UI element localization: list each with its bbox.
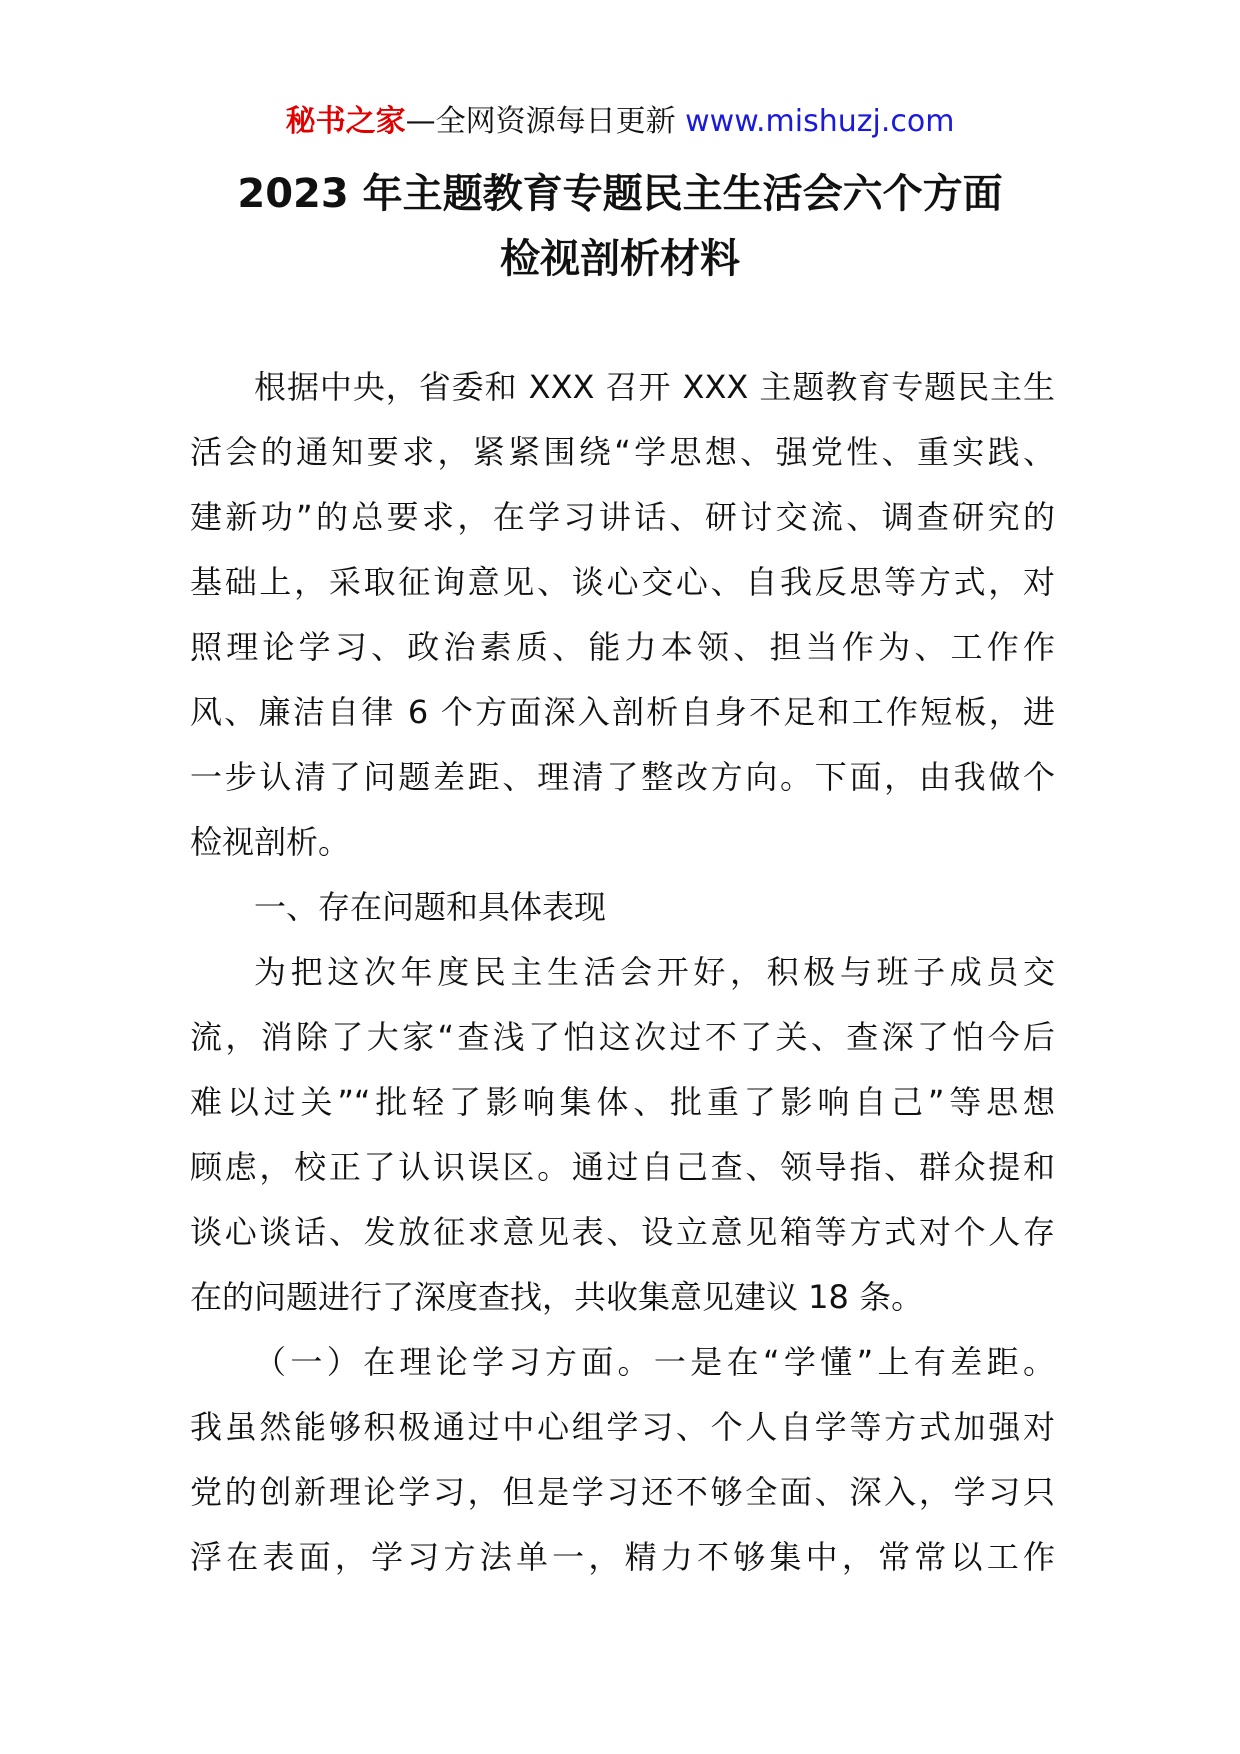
body-line: 在的问题进行了深度查找，共收集意见建议 18 条。 xyxy=(190,1278,924,1316)
section-heading: 一、存在问题和具体表现 xyxy=(254,888,607,926)
document-title xyxy=(120,162,1120,292)
header-tagline: —全网资源每日更新 xyxy=(405,104,686,139)
brand-name: 秘书之家 xyxy=(285,104,406,139)
body-line: 一步认清了问题差距、理清了整改方向。下面，由我做个 xyxy=(190,758,1055,796)
body-line: 顾虑，校正了认识误区。通过自己查、领导指、群众提和 xyxy=(190,1148,1055,1186)
body-line: 浮在表面，学习方法单一，精力不够集中，常常以工作 xyxy=(190,1538,1055,1576)
body-line: 检视剖析。 xyxy=(190,823,351,861)
body-line: 照理论学习、政治素质、能力本领、担当作为、工作作 xyxy=(190,628,1055,666)
body-line: 建新功”的总要求，在学习讲话、研讨交流、调查研究的 xyxy=(190,498,1055,536)
body-line: 活会的通知要求，紧紧围绕“学思想、强党性、重实践、 xyxy=(190,433,1055,471)
site-header xyxy=(0,100,1240,144)
body-line: 流，消除了大家“查浅了怕这次过不了关、查深了怕今后 xyxy=(190,1018,1055,1056)
site-url-link[interactable]: www.mishuzj.com xyxy=(685,104,955,139)
body-line: 难以过关”“批轻了影响集体、批重了影响自己”等思想 xyxy=(190,1083,1055,1121)
body-line: 为把这次年度民主生活会开好，积极与班子成员交 xyxy=(254,953,1055,991)
body-line: 谈心谈话、发放征求意见表、设立意见箱等方式对个人存 xyxy=(190,1213,1055,1251)
body-line: 根据中央，省委和 XXX 召开 XXX 主题教育专题民主生 xyxy=(254,368,1055,406)
body-line: 我虽然能够积极通过中心组学习、个人自学等方式加强对 xyxy=(190,1408,1055,1446)
document-body xyxy=(190,355,1055,1590)
body-line: 基础上，采取征询意见、谈心交心、自我反思等方式，对 xyxy=(190,563,1055,601)
title-line-2: 检视剖析材料 xyxy=(500,236,740,282)
subsection-line: （一）在理论学习方面。一是在“学懂”上有差距。 xyxy=(254,1343,1055,1381)
title-line-1: 2023 年主题教育专题民主生活会六个方面 xyxy=(237,171,1003,217)
body-line: 风、廉洁自律 6 个方面深入剖析自身不足和工作短板，进 xyxy=(190,693,1055,731)
body-line: 党的创新理论学习，但是学习还不够全面、深入，学习只 xyxy=(190,1473,1055,1511)
